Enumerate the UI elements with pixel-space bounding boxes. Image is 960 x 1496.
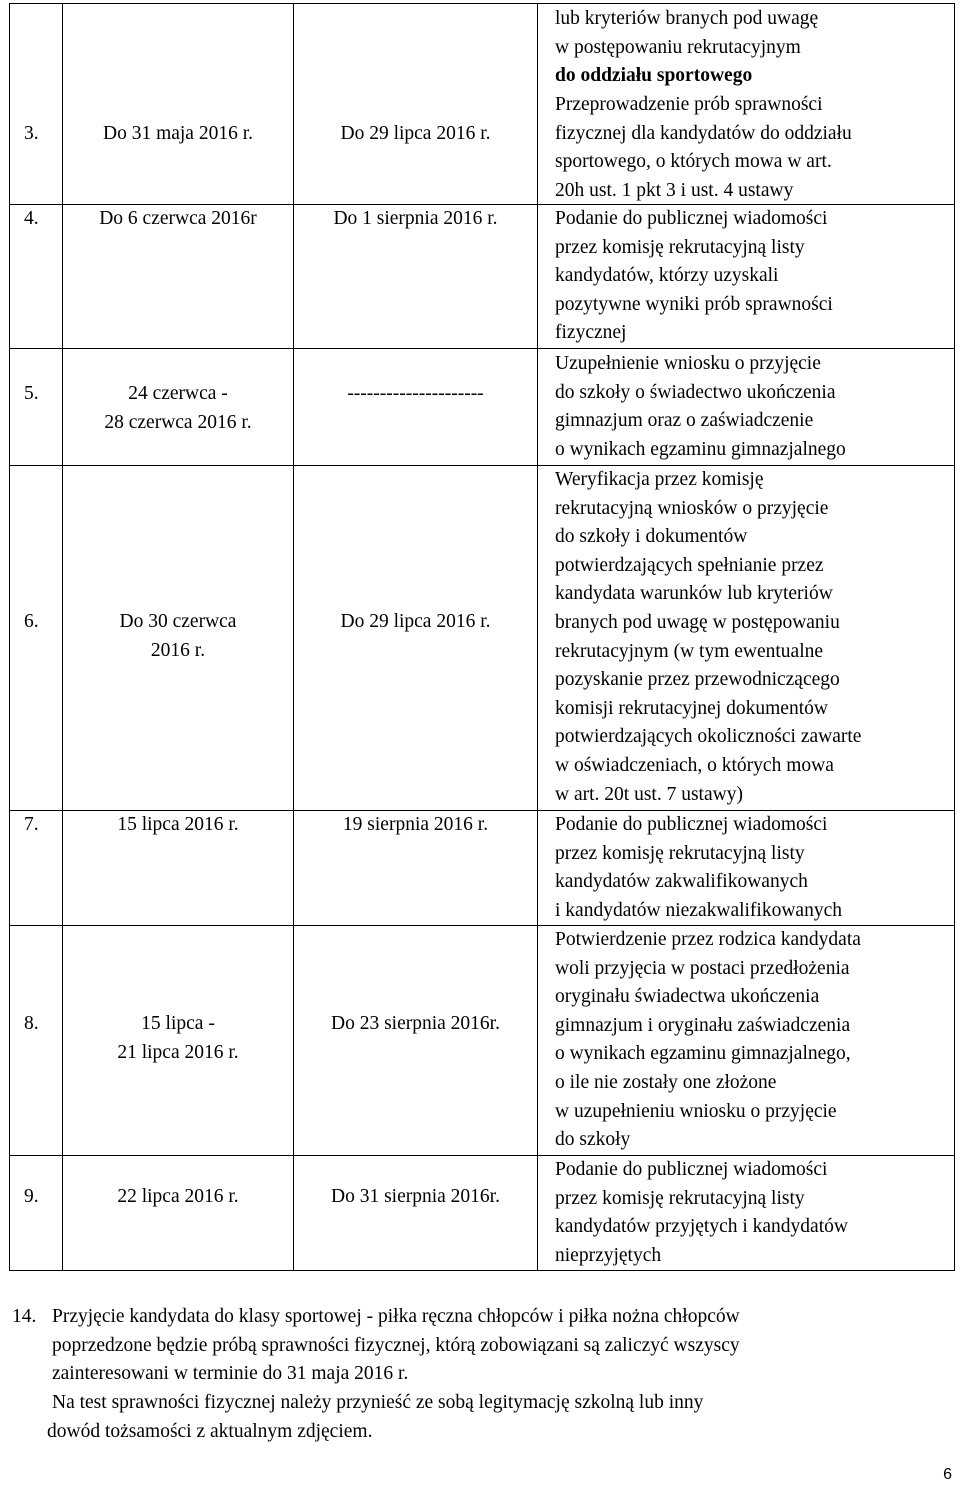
row-7-date-end: 19 sierpnia 2016 r. <box>342 814 489 835</box>
row-6-description: Weryfikacja przez komisję rekrutacyjną wniosków o przyjęcie do szkoły i dokumentów potwierdzających spełnianie przez kandydata warunków lub kryteriów branych pod uwagę w postępowaniu rekrutacyjnym (w tym ewentualne pozyskanie przez przewodniczącego komisji rekrutacyjnej dokumentów potwierdzających okoliczności zawarte w oświadczeniach, o których mowa w art. 20t ust. 7 ustawy) <box>555 469 862 805</box>
row-9-date-end: Do 31 sierpnia 2016r. <box>331 1186 500 1207</box>
row-7-number: 7. <box>24 814 39 835</box>
table-top-border <box>9 3 955 4</box>
row-7-description: Podanie do publicznej wiadomości przez komisję rekrutacyjną listy kandydatów zakwalifikowanych i kandydatów niezakwalifikowanych <box>555 814 842 921</box>
row-4-date-end: Do 1 sierpnia 2016 r. <box>333 208 498 229</box>
row-5-date-start: 24 czerwca - 28 czerwca 2016 r. <box>104 383 252 433</box>
note-number: 14. <box>12 1306 37 1327</box>
row-6-number: 6. <box>24 611 39 632</box>
row-3-number: 3. <box>24 123 39 144</box>
row-9-description: Podanie do publicznej wiadomości przez komisję rekrutacyjną listy kandydatów przyjętych i kandydatów nieprzyjętych <box>555 1159 848 1266</box>
col-border-3 <box>537 3 538 1271</box>
row-3-date-start: Do 31 maja 2016 r. <box>102 123 254 144</box>
row-continuation-description: lub kryteriów branych pod uwagę w postępowaniu rekrutacyjnym do oddziału sportowego <box>555 8 819 87</box>
row-3-description: Przeprowadzenie prób sprawności fizycznej dla kandydatów do oddziału sportowego, o których mowa w art. 20h ust. 1 pkt 3 i ust. 4 ustawy <box>555 94 852 201</box>
row-border-4-5 <box>9 348 955 349</box>
row-4-number: 4. <box>24 208 39 229</box>
row-9-date-start: 22 lipca 2016 r. <box>117 1186 239 1207</box>
note-text: Przyjęcie kandydata do klasy sportowej - piłka ręczna chłopców i piłka nożna chłopców poprzedzone będzie próbą sprawności fizycznej, którą zobowiązani są zaliczyć wszyscy zainteresowani w terminie do 31 maja 2016 r. <box>52 1306 740 1385</box>
col-border-2 <box>293 3 294 1271</box>
page-number: 6 <box>943 1466 952 1483</box>
row-8-date-start: 15 lipca - 21 lipca 2016 r. <box>117 1013 239 1063</box>
row-6-date-start: Do 30 czerwca 2016 r. <box>119 611 237 661</box>
row-9-number: 9. <box>24 1186 39 1207</box>
row-8-date-end: Do 23 sierpnia 2016r. <box>331 1013 500 1034</box>
row-7-date-start: 15 lipca 2016 r. <box>117 814 239 835</box>
row-8-description: Potwierdzenie przez rodzica kandydata woli przyjęcia w postaci przedłożenia oryginału świadectwa ukończenia gimnazjum i oryginału zaświadczenia o wynikach egzaminu gimnazjalnego, o ile nie zostały one złożone w uzupełnieniu wniosku o przyjęcie do szkoły <box>555 929 861 1151</box>
note-extra-text: Na test sprawności fizycznej należy przynieść ze sobą legitymację szkolną lub inny dowód tożsamości z aktualnym zdjęciem. <box>47 1392 704 1442</box>
row-3-date-end: Do 29 lipca 2016 r. <box>340 123 491 144</box>
row-4-date-start: Do 6 czerwca 2016r <box>99 208 257 229</box>
col-border-left <box>9 3 10 1271</box>
row-8-number: 8. <box>24 1013 39 1034</box>
row-5-date-end: --------------------- <box>347 383 484 404</box>
row-4-description: Podanie do publicznej wiadomości przez komisję rekrutacyjną listy kandydatów, którzy uzyskali pozytywne wyniki prób sprawności fizycznej <box>555 208 833 344</box>
row-5-description: Uzupełnienie wniosku o przyjęcie do szkoły o świadectwo ukończenia gimnazjum oraz o zaświadczenie o wynikach egzaminu gimnazjalnego <box>555 353 846 460</box>
col-border-right <box>954 3 955 1271</box>
row-6-date-end: Do 29 lipca 2016 r. <box>340 611 491 632</box>
row-5-number: 5. <box>24 383 39 404</box>
